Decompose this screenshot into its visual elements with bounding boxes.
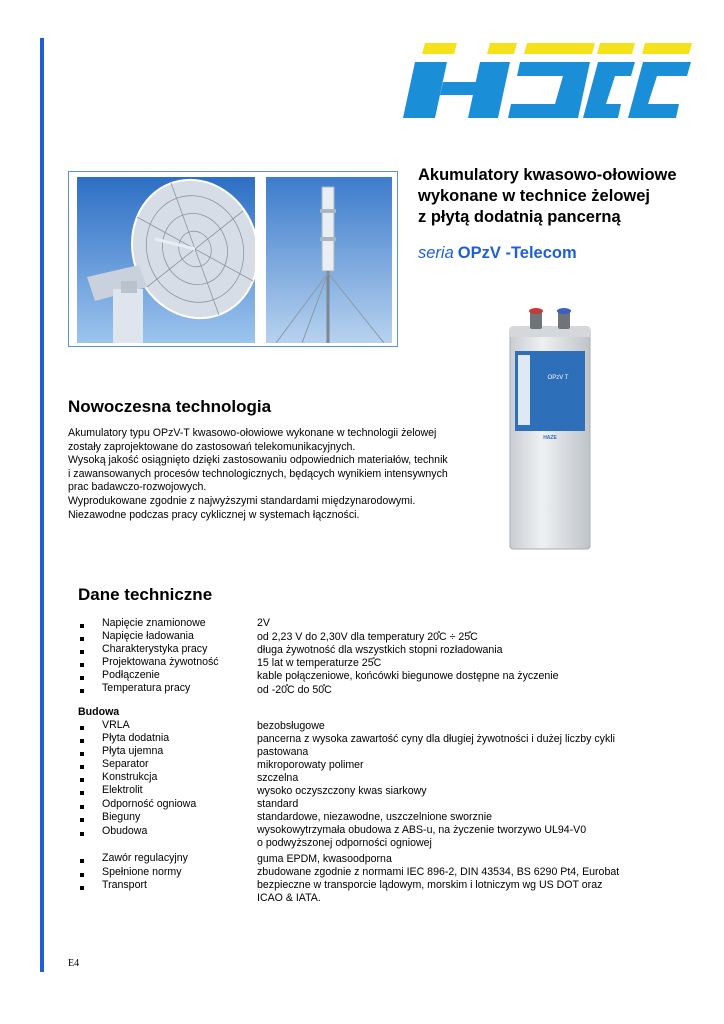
para-line: Niezawodne podczas pracy cyklicznej w systemach łączności. <box>68 508 360 521</box>
para-line: Wyprodukowane zgodnie z najwyższymi standardami międzynarodowymi. <box>68 494 416 507</box>
bullet <box>80 791 84 795</box>
budowa-value: pastowana <box>257 746 309 758</box>
budowa-value: bezobsługowe <box>257 720 325 732</box>
spec-label: Temperatura pracy <box>102 682 191 694</box>
spec-value: kable połączeniowe, końcówki biegunowe dostępne na życzenie <box>257 670 559 682</box>
logo-h-top-right <box>487 43 517 54</box>
para-line: Wysoką jakość osiągnięto dzięki zastosowaniu odpowiednich materiałów, technik <box>68 454 448 467</box>
tech-paragraph <box>68 427 468 522</box>
bullet <box>80 818 84 822</box>
series-label: seria <box>418 244 454 262</box>
spec-label: Charakterystyka pracy <box>102 643 208 655</box>
battery-label-name: OPzV T <box>547 375 569 381</box>
product-title <box>418 165 708 228</box>
budowa-value: standard <box>257 798 299 810</box>
bullet <box>80 637 84 641</box>
logo-h-top-left <box>422 43 457 54</box>
logo-e <box>628 62 691 118</box>
budowa-label: Elektrolit <box>102 784 143 796</box>
haze-logo <box>395 40 695 122</box>
budowa-value: pancerna z wysoka zawartość cyny dla długiej żywotności i dużej liczby cykli <box>257 733 615 745</box>
spec-value: 2V <box>257 617 270 629</box>
photo-frame <box>68 171 398 347</box>
budowa-value: ICAO & IATA. <box>257 892 321 904</box>
bullet <box>80 805 84 809</box>
budowa-value: standardowe, niezawodne, uszczelnione sworznie <box>257 811 492 823</box>
para-line: Akumulatory typu OPzV-T kwasowo-ołowiowe wykonane w technologii żelowej <box>68 427 437 439</box>
para-line: prac badawczo-rozwojowych. <box>68 481 207 494</box>
budowa-label: VRLA <box>102 719 130 731</box>
bullet <box>80 765 84 769</box>
bullet <box>80 873 84 877</box>
bullet <box>80 859 84 863</box>
bullet <box>80 624 84 628</box>
budowa-heading: Budowa <box>78 706 120 718</box>
bullet <box>80 650 84 654</box>
budowa-label: Konstrukcja <box>102 771 158 783</box>
logo-a-top <box>524 43 595 54</box>
spec-label: Podłączenie <box>102 669 160 681</box>
satellite-dish-photo <box>77 177 255 343</box>
spec-value: od 2,23 V do 2,30V dla temperatury 20̊C ÷ 25̊C <box>257 631 478 643</box>
series-name: OPzV -Telecom <box>457 244 577 262</box>
budowa-value: zbudowane zgodnie z normami IEC 896-2, DIN 43534, BS 6290 Pt4, Eurobat <box>257 866 620 878</box>
bullet <box>80 752 84 756</box>
budowa-label: Transport <box>102 879 147 891</box>
budowa-value: wysokowytrzymała obudowa z ABS-u, na życzenie tworzywo UL94-V0 <box>257 824 587 836</box>
budowa-label: Zawór regulacyjny <box>102 852 188 864</box>
page-number: E4 <box>68 958 80 969</box>
budowa-label: Płyta ujemna <box>102 745 164 757</box>
budowa-label: Płyta dodatnia <box>102 732 170 744</box>
title-line: Akumulatory kwasowo-ołowiowe <box>418 166 677 184</box>
title-line: wykonane w technice żelowej <box>418 187 650 205</box>
budowa-value: wysoko oczyszczony kwas siarkowy <box>257 785 427 797</box>
budowa-label: Spełnione normy <box>102 866 182 878</box>
logo-a <box>508 62 590 118</box>
bullet <box>80 832 84 836</box>
bullet <box>80 689 84 693</box>
spec-label: Napięcie znamionowe <box>102 617 206 629</box>
battery-brand: HAZE <box>543 435 557 441</box>
bullet <box>80 886 84 890</box>
logo-h-left <box>403 62 447 118</box>
logo-z-top <box>597 43 635 54</box>
series-line <box>418 244 577 263</box>
tech-heading: Nowoczesna technologia <box>68 397 272 416</box>
budowa-value: mikroporowaty polimer <box>257 759 364 771</box>
logo-e-top <box>642 43 692 54</box>
budowa-label: Separator <box>102 758 149 770</box>
budowa-label: Odporność ogniowa <box>102 798 197 810</box>
antenna-photo <box>266 177 392 343</box>
accent-bar <box>40 38 44 972</box>
budowa-value: szczelna <box>257 772 299 784</box>
budowa-label: Obudowa <box>102 825 148 837</box>
spec-label: Projektowana żywotność <box>102 656 219 668</box>
logo-h-mid <box>440 82 485 95</box>
spec-value: od -20̊C do 50̊C <box>257 684 332 696</box>
spec-value: 15 lat w temperaturze 25̊C <box>257 657 382 669</box>
budowa-label: Bieguny <box>102 811 141 823</box>
spec-label: Napięcie ładowania <box>102 630 194 642</box>
spec-value: długa żywotność dla wszystkich stopni rozładowania <box>257 644 503 656</box>
battery-image <box>500 305 600 552</box>
title-line: z płytą dodatnią pancerną <box>418 208 621 226</box>
budowa-value: guma EPDM, kwasoodporna <box>257 853 392 865</box>
logo-z <box>583 62 635 118</box>
budowa-value: bezpieczne w transporcie lądowym, morskim i lotniczym wg US DOT oraz <box>257 879 603 891</box>
bullet <box>80 778 84 782</box>
bullet <box>80 726 84 730</box>
bullet <box>80 676 84 680</box>
para-line: zostały zaprojektowane do zastosowań telekomunikacyjnych. <box>68 440 356 453</box>
bullet <box>80 663 84 667</box>
budowa-value: o podwyższonej odporności ogniowej <box>257 837 432 849</box>
dane-heading: Dane techniczne <box>78 585 213 604</box>
bullet <box>80 739 84 743</box>
para-line: i zawansowanych procesów technologicznych, będących wynikiem intensywnych <box>68 467 448 480</box>
